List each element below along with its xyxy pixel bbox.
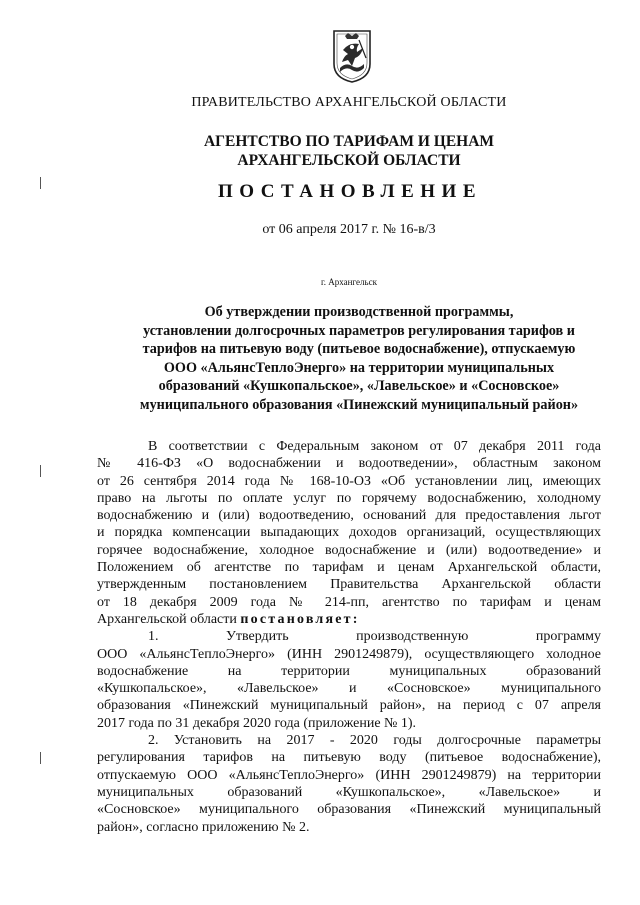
- coat-of-arms-emblem: [329, 28, 375, 84]
- body-line: «Сосновское» муниципального образования «Пинежский муниципальный: [97, 802, 601, 818]
- document-title: [110, 303, 608, 414]
- body-line: горячее водоснабжение, холодное водоснабжение и (или) водоотведение» и: [97, 542, 601, 558]
- body-line: регулирования тарифов на питьевую воду (питьевое водоснабжение),: [97, 750, 601, 766]
- body-line: водоснабжение на территории муниципальных образований: [97, 663, 601, 679]
- scan-margin-mark: [40, 465, 41, 477]
- preamble-end: Архангельской области: [97, 611, 237, 627]
- body-line: Положением об агентстве по тарифам и ценам Архангельской области,: [97, 560, 601, 576]
- agency-line: АГЕНТСТВО ПО ТАРИФАМ И ЦЕНАМ: [203, 133, 495, 150]
- body-line: и порядка компенсации выпадающих доходов организаций, осуществляющих: [97, 525, 601, 541]
- title-line: образований «Кушкопальское», «Лавельское» и «Сосновское»: [158, 378, 560, 394]
- title-line: ООО «АльянсТеплоЭнерго» на территории муниципальных: [163, 359, 555, 376]
- body-line: от 18 декабря 2009 года № 214-пп, агентство по тарифам и ценам: [97, 594, 601, 610]
- agency-line: АРХАНГЕЛЬСКОЙ ОБЛАСТИ: [237, 152, 461, 169]
- body-line: 2017 года по 31 декабря 2020 года (приложение № 1).: [97, 715, 417, 731]
- document-city: г. Архангельск: [321, 277, 377, 287]
- agency-name: [0, 132, 640, 170]
- body-line: 2. Установить на 2017 - 2020 годы долгосрочные параметры: [148, 733, 601, 749]
- body-line: В соответствии с Федеральным законом от 07 декабря 2011 года: [148, 439, 601, 454]
- body-line: 1. Утвердить производственную программу: [148, 629, 601, 645]
- title-line: установлении долгосрочных параметров регулирования тарифов и: [143, 322, 575, 339]
- body-line: муниципальных образований «Кушкопальское», «Лавельское» и: [97, 784, 601, 800]
- body-line: водоснабжению и (или) водоотведению, оснований для предоставления льгот: [97, 508, 601, 524]
- body-line: «Кушкопальское», «Лавельское» и «Сосновское» муниципального: [97, 681, 601, 697]
- title-line: муниципального образования «Пинежский муниципальный район»: [139, 396, 579, 413]
- body-line: право на льготы по оплате услуг по горячему водоснабжению, холодному: [97, 490, 601, 506]
- body-line: от 26 сентября 2014 года № 168-10-ОЗ «Об установлении лиц, имеющих: [97, 473, 601, 489]
- document-body: [97, 438, 601, 836]
- body-line: утвержденным постановлением Правительства Архангельской области: [97, 577, 601, 593]
- body-line: [97, 611, 601, 628]
- title-line: тарифов на питьевую воду (питьевое водоснабжение), отпускаемую: [142, 341, 576, 357]
- body-line: ООО «АльянсТеплоЭнерго» (ИНН 2901249879), осуществляющего холодное: [97, 646, 601, 662]
- body-line: № 416-ФЗ «О водоснабжении и водоотведении», областным законом: [97, 456, 601, 472]
- body-line: отпускаемую ООО «АльянсТеплоЭнерго» (ИНН 2901249879) на территории: [97, 767, 601, 783]
- scan-margin-mark: [40, 177, 41, 189]
- resolves-word: постановляет:: [240, 611, 360, 627]
- document-date-number: от 06 апреля 2017 г. № 16-в/3: [262, 222, 436, 237]
- scan-margin-mark: [40, 752, 41, 764]
- title-line: Об утверждении производственной программы,: [204, 304, 514, 320]
- government-name: ПРАВИТЕЛЬСТВО АРХАНГЕЛЬСКОЙ ОБЛАСТИ: [191, 95, 507, 110]
- body-line: образования «Пинежский муниципальный район», на период с 07 апреля: [97, 698, 601, 714]
- document-type: ПОСТАНОВЛЕНИЕ: [217, 181, 483, 202]
- body-line: район», согласно приложению № 2.: [97, 819, 310, 835]
